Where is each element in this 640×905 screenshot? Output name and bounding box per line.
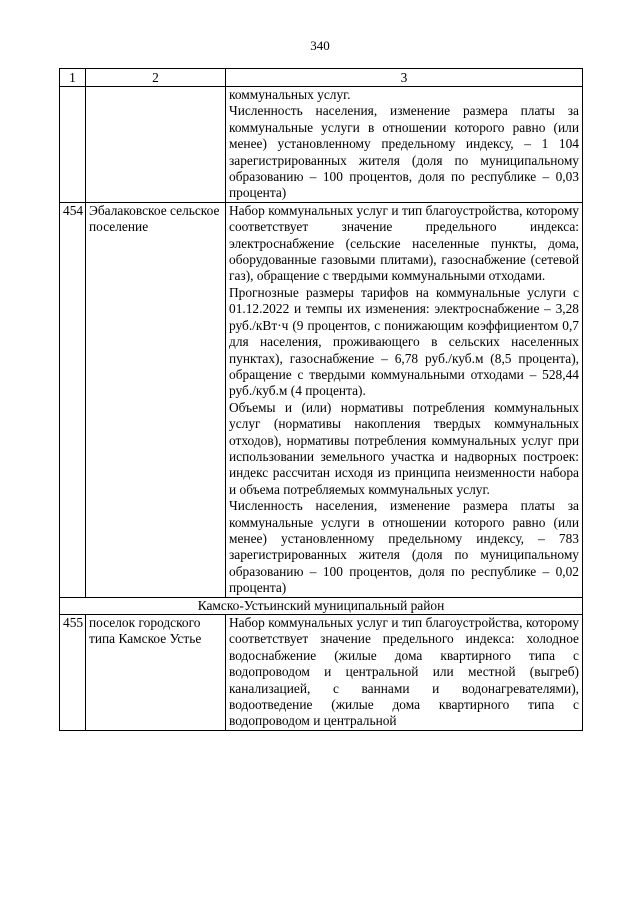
- tariff-table: [59, 68, 583, 731]
- table-row-454: [60, 202, 583, 597]
- row-name-cell: Эбалаковское сельское поселение: [86, 202, 226, 597]
- description-paragraph: Прогнозные размеры тарифов на коммунальные услуги с 01.12.2022 и темпы их изменения: электроснабжение – 3,28 руб./кВт·ч (9 процентов, с понижающим коэффициентом 0,7 для населения, проживающего в сельских населенных пунктах), газоснабжение – 6,78 руб./куб.м (8,5 процента), обращение с твердыми коммунальными отходами – 528,44 руб./куб.м (4 процента).: [229, 284, 579, 399]
- description-paragraph: Набор коммунальных услуг и тип благоустройства, которому соответствует значение предельного индекса: холодное водоснабжение (жилые дома квартирного типа с водопроводом и центральной или местной (выгреб) канализацией, с ваннами и водонагревателями), водоотведение (жилые дома квартирного типа с водопроводом и центральной: [229, 615, 579, 729]
- row-number-cell: [60, 87, 86, 203]
- description-paragraph: Численность населения, изменение размера платы за коммунальные услуги в отношении которого равно (или менее) установленному предельному индексу, – 783 зарегистрированных жителя (доля по муниципальному образованию – 100 процентов, доля по республике – 0,02 процента): [229, 498, 579, 596]
- row-number-cell: 454: [60, 202, 86, 597]
- column-header-number: 1: [60, 69, 86, 87]
- section-heading: Камско-Устьинский муниципальный район: [60, 597, 583, 614]
- description-paragraph: коммунальных услуг.: [229, 87, 351, 102]
- row-number-cell: 455: [60, 615, 86, 731]
- section-heading-row: [60, 597, 583, 614]
- row-description-cell: [226, 87, 583, 203]
- description-paragraph: Численность населения, изменение размера платы за коммунальные услуги в отношении которого равно (или менее) установленному предельному индексу, – 1 104 зарегистрированных жителя (доля по муниципальному образованию – 100 процентов, доля по республике – 0,03 процента): [229, 103, 579, 201]
- table-header-row: [60, 69, 583, 87]
- row-name-cell: [86, 87, 226, 203]
- row-name-cell: поселок городского типа Камское Устье: [86, 615, 226, 731]
- description-paragraph: Объемы и (или) нормативы потребления коммунальных услуг (нормативы накопления твердых коммунальных отходов), нормативы потребления коммунальных услуг при использовании земельного участка и надворных построек: индекс рассчитан исходя из принципа неизменности набора и объема потребляемых коммунальных услуг.: [229, 399, 579, 497]
- row-description-cell: [226, 615, 583, 731]
- page-number: 340: [310, 38, 330, 53]
- column-header-description: 3: [226, 69, 583, 87]
- table-row-455: [60, 615, 583, 731]
- column-header-name: 2: [86, 69, 226, 87]
- row-description-cell: [226, 202, 583, 597]
- table-row-continuation: [60, 87, 583, 203]
- description-paragraph: Набор коммунальных услуг и тип благоустройства, которому соответствует значение предельного индекса: электроснабжение (сельские населенные пункты, дома, оборудованные газовыми плитами), газоснабжение (сетевой газ), обращение с твердыми коммунальными отходами.: [229, 202, 579, 284]
